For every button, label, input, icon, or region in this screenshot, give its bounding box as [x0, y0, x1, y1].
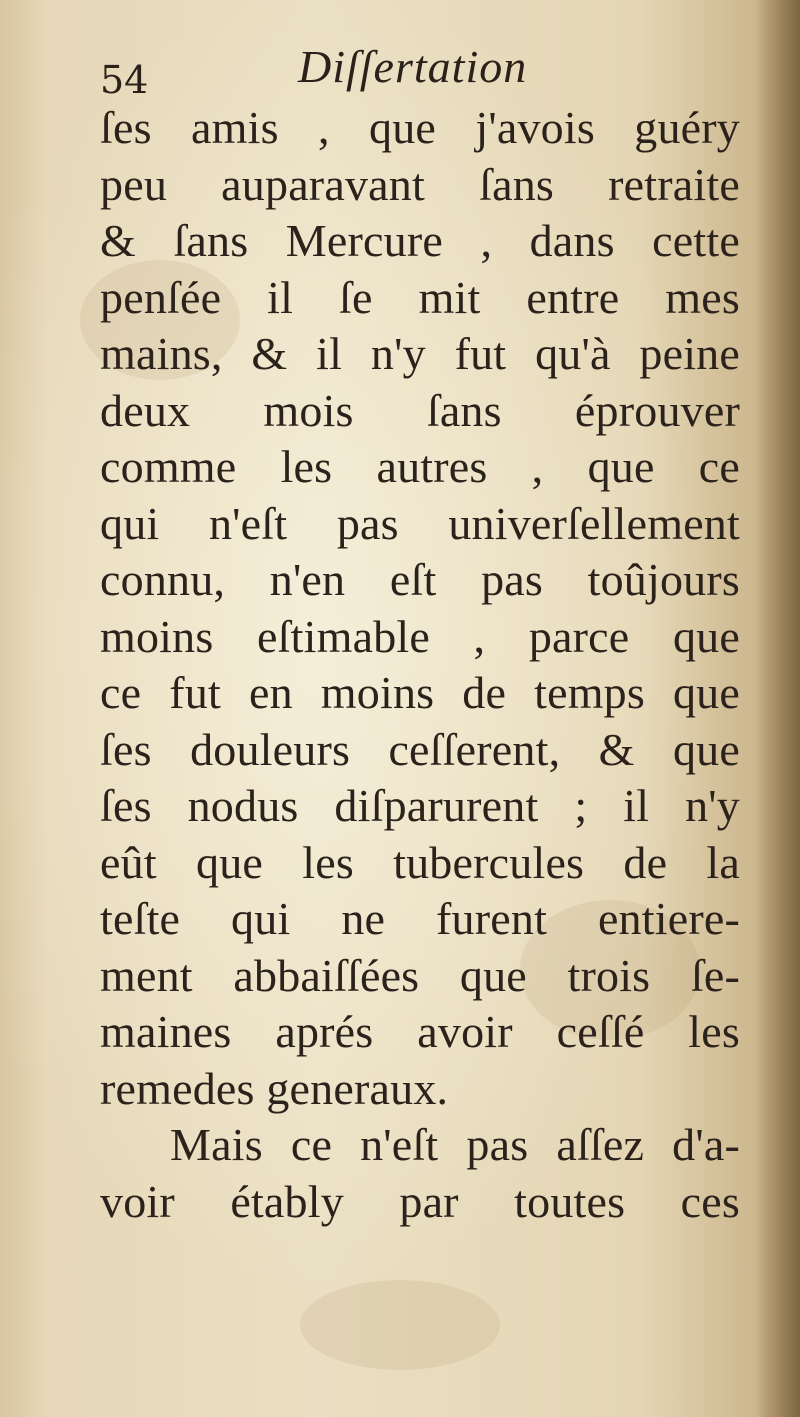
- page-number: 54: [100, 58, 149, 102]
- text-line: ſes douleurs ceſſerent, & que: [100, 723, 740, 775]
- text-line: Mais ce n'eſt pas aſſez d'a-: [170, 1119, 740, 1170]
- text-line: & ſans Mercure , dans cette: [100, 215, 740, 266]
- text-line: eût que les tubercules de la: [100, 836, 740, 888]
- text-line: penſée il ſe mit entre mes: [100, 271, 740, 323]
- text-line: ſes amis , que j'avois guéry: [100, 102, 740, 153]
- text-line: maines aprés avoir ceſſé les: [100, 1006, 740, 1057]
- page-gutter-shadow: [756, 0, 800, 1417]
- running-head: [100, 40, 720, 100]
- text-line: qui n'eſt pas univerſellement: [100, 497, 740, 549]
- running-title: Diſſertation: [298, 41, 528, 92]
- text-line: teſte qui ne furent entiere-: [100, 893, 740, 944]
- text-line: connu, n'en eſt pas toûjours: [100, 554, 740, 605]
- paper-stain: [300, 1280, 500, 1370]
- text-line: moins eſtimable , parce que: [100, 610, 740, 662]
- text-line: deux mois ſans éprouver: [100, 384, 740, 436]
- text-line: ce fut en moins de temps que: [100, 667, 740, 718]
- text-line: comme les autres , que ce: [100, 441, 740, 492]
- text-line: peu auparavant ſans retraite: [100, 158, 740, 210]
- text-line: ment abbaiſſées que trois ſe-: [100, 949, 740, 1001]
- text-line: ſes nodus diſparurent ; il n'y: [100, 780, 740, 831]
- text-line: voir étably par toutes ces: [100, 1175, 740, 1227]
- text-line: remedes generaux.: [100, 1062, 449, 1114]
- body-text: [100, 100, 740, 1230]
- text-line: mains, & il n'y fut qu'à peine: [100, 328, 740, 379]
